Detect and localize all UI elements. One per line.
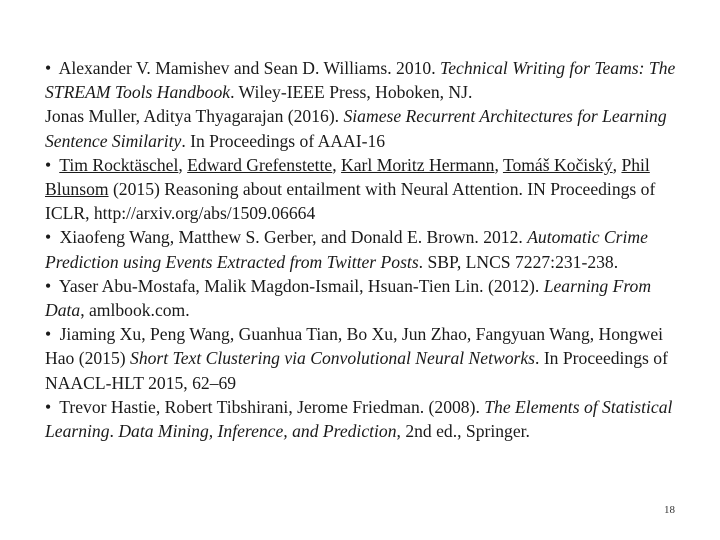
ref-venue: , amlbook.com.	[80, 300, 190, 321]
reference-item	[45, 104, 695, 152]
ref-subtitle: Data Mining, Inference, and Prediction	[118, 421, 397, 442]
bullet: •	[45, 324, 52, 345]
ref-venue: . In Proceedings of AAAI-16	[181, 130, 386, 151]
author-link-blunsom[interactable]: Phil Blunsom	[45, 154, 650, 200]
ref-venue: , 2nd ed., Springer.	[396, 421, 530, 442]
ref-title: Short Text Clustering via Convolutional Neural Networks	[130, 348, 536, 369]
author-link-grefenstette[interactable]: Edward Grefenstette	[187, 154, 333, 175]
bullet: •	[45, 396, 52, 417]
bullet: •	[45, 275, 52, 296]
ref-venue: (2015) Reasoning about entailment with Neural Attention. IN Proceedings of ICLR, http://arxiv.org/abs/1509.06664	[45, 179, 656, 224]
reference-item	[45, 322, 695, 395]
reference-item	[45, 395, 695, 443]
ref-venue: . SBP, LNCS 7227:231-238.	[418, 251, 619, 272]
bullet: •	[45, 154, 52, 175]
ref-separator: .	[109, 421, 119, 442]
reference-item	[45, 225, 695, 273]
ref-title: Technical Writing for Teams: The STREAM Tools Handbook	[45, 58, 676, 103]
bullet: •	[45, 58, 52, 78]
reference-item	[45, 56, 695, 104]
reference-item	[45, 274, 695, 322]
ref-authors: Xiaofeng Wang, Matthew S. Gerber, and Donald E. Brown. 2012.	[59, 227, 523, 248]
bullet: •	[45, 227, 52, 248]
reference-item: • Tim Rocktäschel, Edward Grefenstette, Karl Moritz Hermann, Tomáš Kočiský, Phil Blunsom (2015) Reasoning about entailment with Neural Attention. IN Proceedings of ICLR, http://arxiv.org/abs/1509.06664	[45, 154, 656, 224]
ref-authors: Trevor Hastie, Robert Tibshirani, Jerome Friedman. (2008).	[59, 396, 480, 417]
page-number: 18	[664, 504, 675, 516]
ref-authors: Jonas Muller, Aditya Thyagarajan (2016).	[45, 106, 340, 127]
ref-authors: Alexander V. Mamishev and Sean D. Williams. 2010.	[58, 58, 436, 78]
ref-venue: . In Proceedings of NAACL-HLT 2015, 62–69	[45, 348, 668, 393]
reference-list	[45, 56, 695, 443]
author-link-hermann[interactable]: Karl Moritz Hermann	[341, 154, 495, 175]
ref-authors: Jiaming Xu, Peng Wang, Guanhua Tian, Bo Xu, Jun Zhao, Fangyuan Wang, Hongwei Hao (2015)	[45, 324, 664, 369]
ref-title: Automatic Crime Prediction using Events Extracted from Twitter Posts	[45, 227, 648, 272]
ref-title: Learning From Data	[45, 275, 652, 321]
ref-title: Siamese Recurrent Architectures for Learning Sentence Similarity	[45, 106, 667, 151]
ref-authors: Yaser Abu-Mostafa, Malik Magdon-Ismail, Hsuan-Tien Lin. (2012).	[58, 275, 540, 296]
ref-venue: . Wiley-IEEE Press, Hoboken, NJ.	[230, 82, 473, 103]
ref-title: The Elements of Statistical Learning	[45, 396, 673, 442]
author-link-kocisky[interactable]: Tomáš Kočiský	[502, 154, 613, 175]
author-link-rocktaschel[interactable]: Tim Rocktäschel	[59, 154, 179, 175]
